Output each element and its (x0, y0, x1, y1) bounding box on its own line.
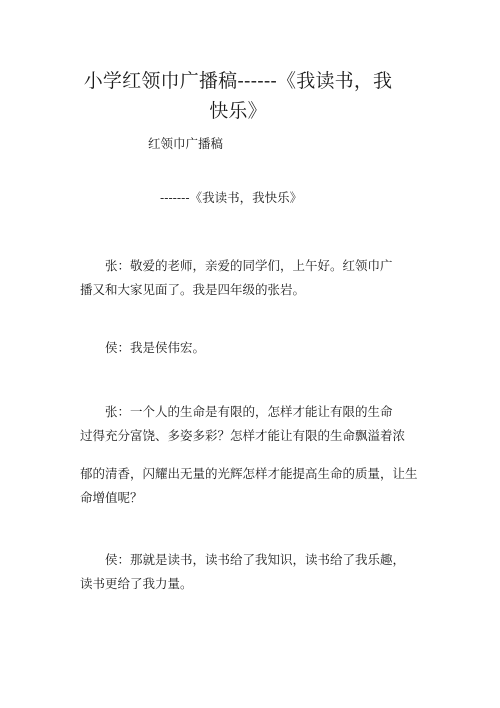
subtitle-program-name: -------《我读书，我快乐》 (160, 190, 303, 205)
paragraph-3-line-1: 张：一个人的生命是有限的，怎样才能让有限的生命 (105, 404, 393, 419)
paragraph-1-line-1: 张：敬爱的老师，亲爱的同学们，上午好。红领巾广 (105, 258, 393, 273)
title-line-1: 小学红领巾广播稿------《我读书，我 (83, 70, 393, 92)
paragraph-2-line-1: 侯：我是侯伟宏。 (105, 340, 206, 355)
paragraph-3-line-2: 过得充分富饶、多姿多彩？怎样才能让有限的生命飘溢着浓 (80, 428, 406, 443)
paragraph-1-line-2: 播又和大家见面了。我是四年级的张岩。 (80, 282, 306, 297)
paragraph-4-line-1: 侯：那就是读书，读书给了我知识，读书给了我乐趣， (105, 552, 406, 567)
title-line-2: 快乐》 (209, 100, 267, 122)
paragraph-4-line-2: 读书更给了我力量。 (80, 576, 193, 591)
paragraph-3-line-3: 郁的清香，闪耀出无量的光辉怎样才能提高生命的质量，让生 (80, 466, 418, 481)
subtitle: 红领巾广播稿 (148, 136, 224, 151)
document-title (78, 66, 398, 126)
paragraph-3-line-4: 命增值呢？ (80, 490, 143, 505)
